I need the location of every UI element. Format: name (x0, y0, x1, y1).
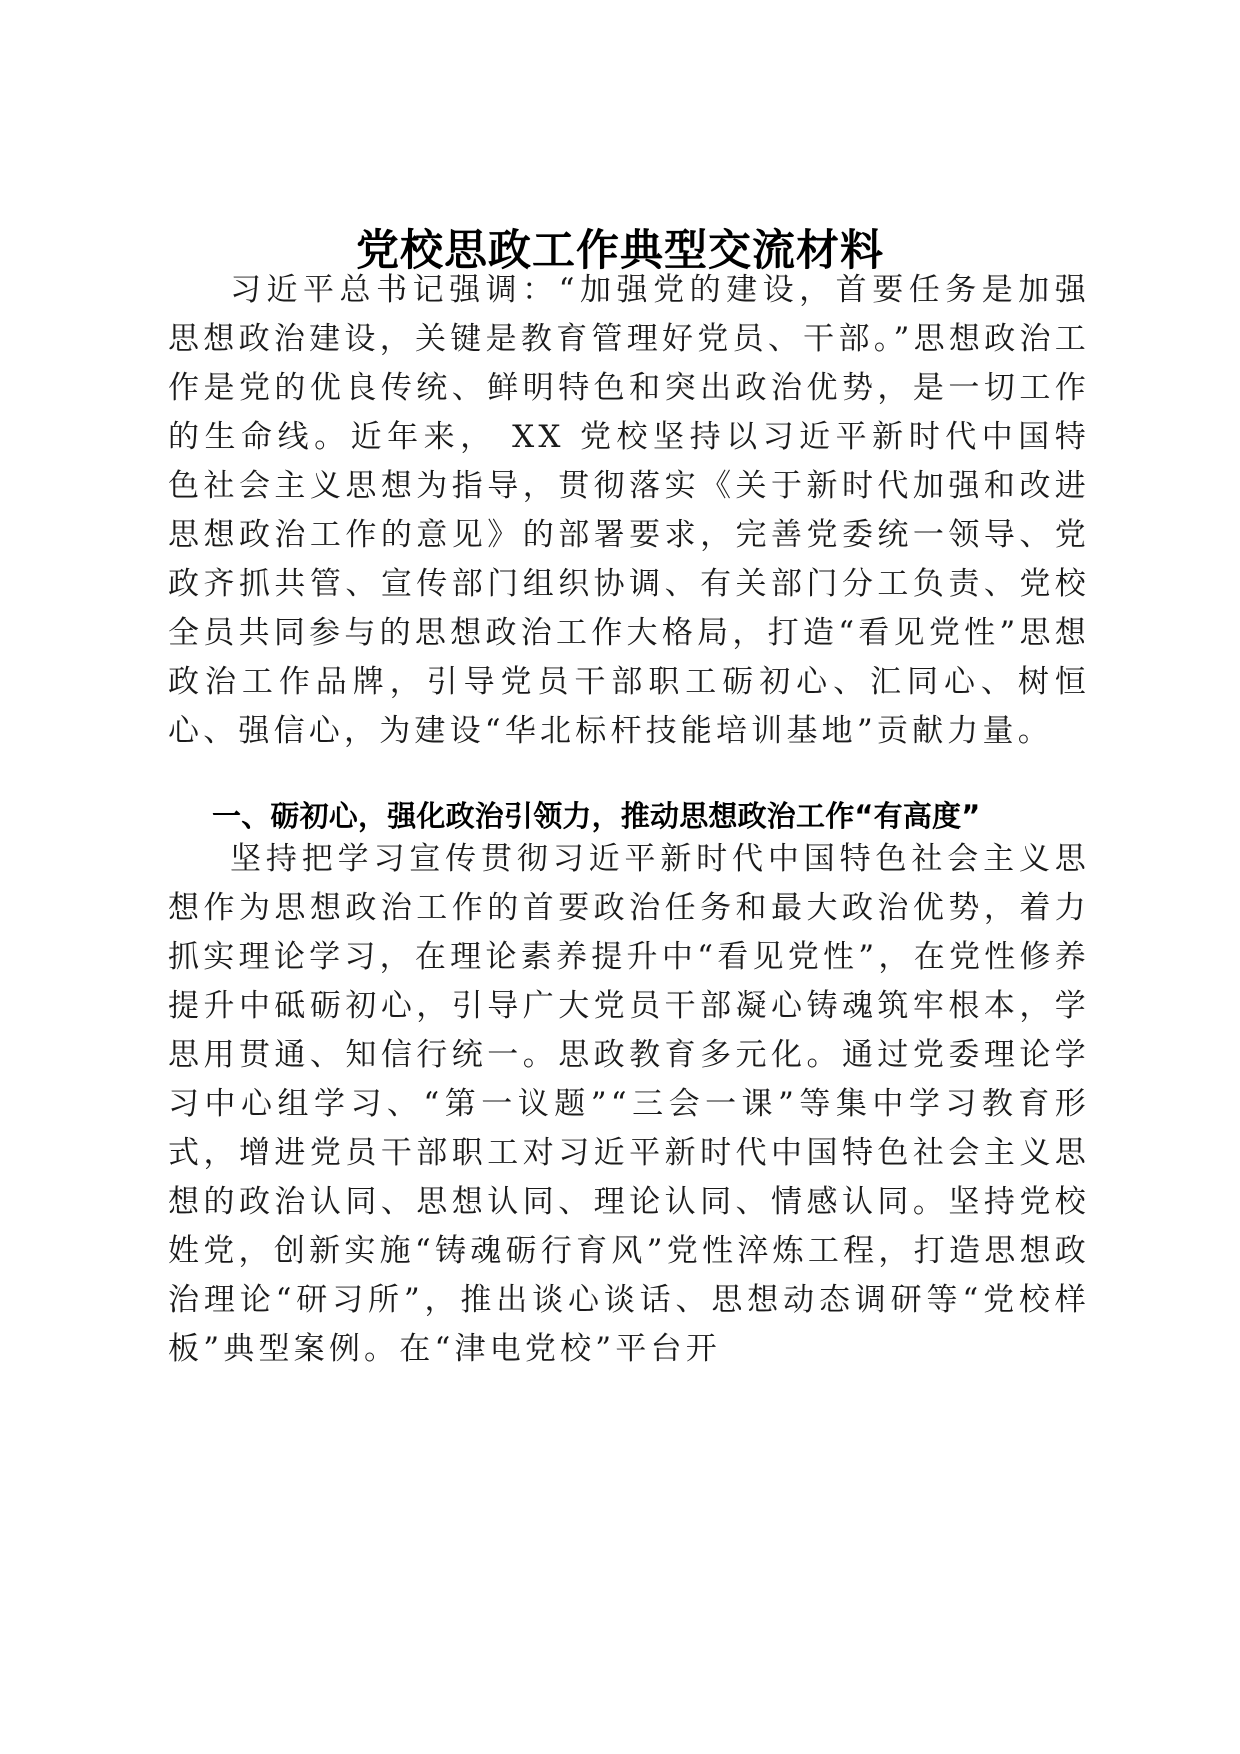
section-paragraph: 坚持把学习宣传贯彻习近平新时代中国特色社会主义思想作为思想政治工作的首要政治任务和最大政治优势，着力抓实理论学习，在理论素养提升中“看见党性”，在党性修养提升中砥砺初心，引导广大党员干部凝心铸魂筑牢根本，学思用贯通、知信行统一。思政教育多元化。通过党委理论学习中心组学习、“第一议题”“三会一课”等集中学习教育形式，增进党员干部职工对习近平新时代中国特色社会主义思想的政治认同、思想认同、理论认同、情感认同。坚持党校姓党，创新实施“铸魂砺行育风”党性淬炼工程，打造思想政治理论“研习所”，推出谈心谈话、思想动态调研等“党校样板”典型案例。在“津电党校”平台开 (168, 841, 1090, 1367)
section-heading: 一、砺初心，强化政治引领力，推动思想政治工作“有高度” (212, 799, 981, 833)
intro-paragraph: 习近平总书记强调：“加强党的建设，首要任务是加强思想政治建设，关键是教育管理好党员、干部。”思想政治工作是党的优良传统、鲜明特色和突出政治优势，是一切工作的生命线。近年来， XX 党校坚持以习近平新时代中国特色社会主义思想为指导，贯彻落实《关于新时代加强和改进思想政治工作的意见》的部署要求，完善党委统一领导、党政齐抓共管、宣传部门组织协调、有关部门分工负责、党校全员共同参与的思想政治工作大格局，打造“看见党性”思想政治工作品牌，引导党员干部职工砺初心、汇同心、树恒心、强信心，为建设“华北标杆技能培训基地”贡献力量。 (168, 272, 1090, 749)
document-title: 党校思政工作典型交流材料 (356, 226, 884, 276)
